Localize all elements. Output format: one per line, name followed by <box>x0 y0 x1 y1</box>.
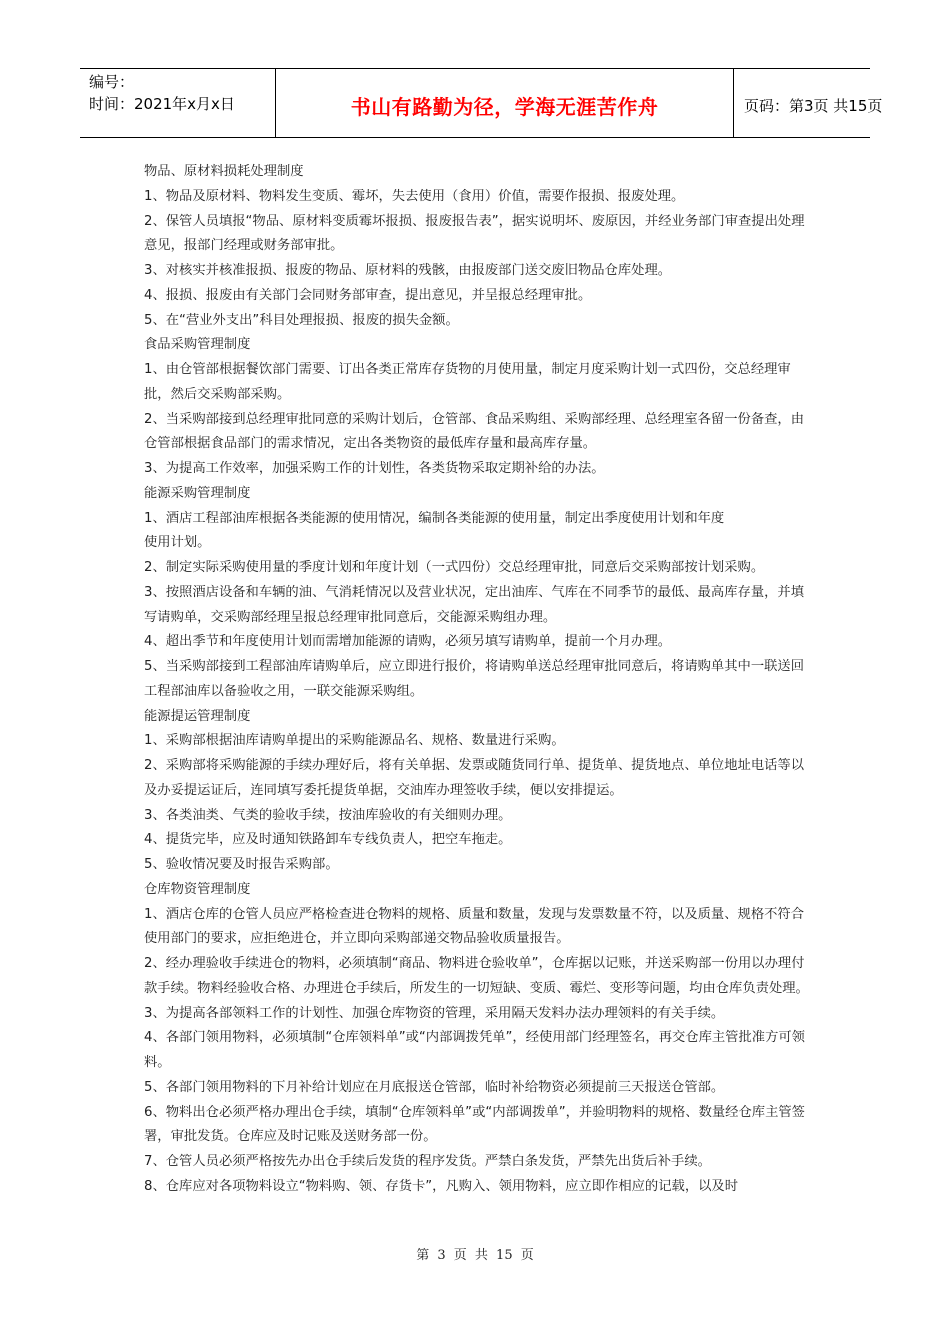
paragraph: 2、经办理验收手续进仓的物料，必须填制“商品、物料进仓验收单”，仓库据以记账，并送采购部一份用以办理付款手续。物料经验收合格、办理进仓手续后，所发生的一切短缺、变质、霉烂、变形等问题，均由仓库负责处理。 <box>144 956 809 996</box>
paragraph: 1、采购部根据油库请购单提出的采购能源品名、规格、数量进行采购。 <box>144 733 565 749</box>
paragraph: 3、为提高工作效率，加强采购工作的计划性，各类货物采取定期补给的办法。 <box>144 461 605 476</box>
paragraph: 4、提货完毕，应及时通知铁路卸车专线负责人，把空车拖走。 <box>144 832 512 848</box>
paragraph: 6、物料出仓必须严格办理出仓手续，填制“仓库领料单”或“内部调拨单”，并验明物料的规格、数量经仓库主管签署，审批发货。仓库应及时记账及送财务部一份。 <box>144 1104 805 1145</box>
header-motto: 书山有路勤为径，学海无涯苦作舟 <box>276 69 734 137</box>
paragraph: 2、采购部将采购能源的手续办理好后，将有关单据、发票或随货同行单、提货单、提货地点、单位地址电话等以及办妥提运证后，连同填写委托提货单据，交油库办理签收手续，便以安排提运。 <box>144 758 805 798</box>
time-label: 时间：2021年x月x日 <box>89 95 235 113</box>
paragraph: 使用计划。 <box>144 535 211 551</box>
paragraph: 1、由仓管部根据餐饮部门需要、订出各类正常库存货物的月使用量，制定月度采购计划一式四份，交总经理审批，然后交采购部采购。 <box>144 362 791 402</box>
paragraph: 5、验收情况要及时报告采购部。 <box>144 857 339 872</box>
paragraph: 食品采购管理制度 <box>144 337 251 353</box>
document-body <box>144 160 814 1200</box>
paragraph: 2、制定实际采购使用量的季度计划和年度计划（一式四份）交总经理审批，同意后交采购部按计划采购。 <box>144 560 765 575</box>
paragraph: 5、在“营业外支出”科目处理报损、报废的损失金额。 <box>144 312 459 328</box>
number-label: 编号： <box>89 73 135 91</box>
page-footer: 第 3 页 共 15 页 <box>416 1248 534 1263</box>
paragraph: 1、酒店工程部油库根据各类能源的使用情况，编制各类能源的使用量，制定出季度使用计划和年度 <box>144 510 725 526</box>
paragraph: 物品、原材料损耗处理制度 <box>144 164 304 179</box>
paragraph: 能源提运管理制度 <box>144 708 251 724</box>
paragraph: 2、当采购部接到总经理审批同意的采购计划后，仓管部、食品采购组、采购部经理、总经理室各留一份备查，由仓管部根据食品部门的需求情况，定出各类物资的最低库存量和最高库存量。 <box>144 411 805 452</box>
paragraph: 5、当采购部接到工程部油库请购单后，应立即进行报价，将请购单送总经理审批同意后，将请购单其中一联送回工程部油库以备验收之用，一联交能源采购组。 <box>144 659 805 699</box>
paragraph: 4、超出季节和年度使用计划而需增加能源的请购，必须另填写请购单，提前一个月办理。 <box>144 634 672 650</box>
header-page-label: 页码：第3页 共15页 <box>744 96 883 115</box>
paragraph: 8、仓库应对各项物料设立“物料购、领、存货卡”，凡购入、领用物料，应立即作相应的记载，以及时 <box>144 1178 739 1194</box>
page-header <box>80 68 883 138</box>
paragraph: 2、保管人员填报“物品、原材料变质霉坏报损、报废报告表”，据实说明坏、废原因，并经业务部门审查提出处理意见，报部门经理或财务部审批。 <box>144 213 805 254</box>
paragraph: 4、各部门领用物料，必须填制“仓库领料单”或“内部调拨凭单”，经使用部门经理签名，再交仓库主管批准方可领料。 <box>144 1030 805 1070</box>
paragraph: 3、对核实并核准报损、报废的物品、原材料的残骸，由报废部门送交废旧物品仓库处理。 <box>144 263 672 278</box>
paragraph: 1、物品及原材料、物料发生变质、霉坏，失去使用（食用）价值，需要作报损、报废处理。 <box>144 188 685 204</box>
paragraph: 3、按照酒店设备和车辆的油、气消耗情况以及营业状况，定出油库、气库在不同季节的最低、最高库存量，并填写请购单，交采购部经理呈报总经理审批同意后，交能源采购组办理。 <box>144 584 805 625</box>
paragraph: 1、酒店仓库的仓管人员应严格检查进仓物料的规格、质量和数量，发现与发票数量不符，以及质量、规格不符合使用部门的要求，应拒绝进仓，并立即向采购部递交物品验收质量报告。 <box>144 906 805 947</box>
paragraph: 3、为提高各部领料工作的计划性、加强仓库物资的管理，采用隔天发料办法办理领料的有关手续。 <box>144 1005 725 1021</box>
paragraph: 仓库物资管理制度 <box>144 881 251 897</box>
paragraph: 4、报损、报废由有关部门会同财务部审查，提出意见，并呈报总经理审批。 <box>144 287 592 303</box>
paragraph: 5、各部门领用物料的下月补给计划应在月底报送仓管部，临时补给物资必须提前三天报送仓管部。 <box>144 1079 725 1095</box>
paragraph: 能源采购管理制度 <box>144 485 251 501</box>
paragraph: 3、各类油类、气类的验收手续，按油库验收的有关细则办理。 <box>144 807 512 823</box>
header-info-cell <box>80 69 276 137</box>
paragraph: 7、仓管人员必须严格按先办出仓手续后发货的程序发货。严禁白条发货，严禁先出货后补手续。 <box>144 1154 711 1169</box>
